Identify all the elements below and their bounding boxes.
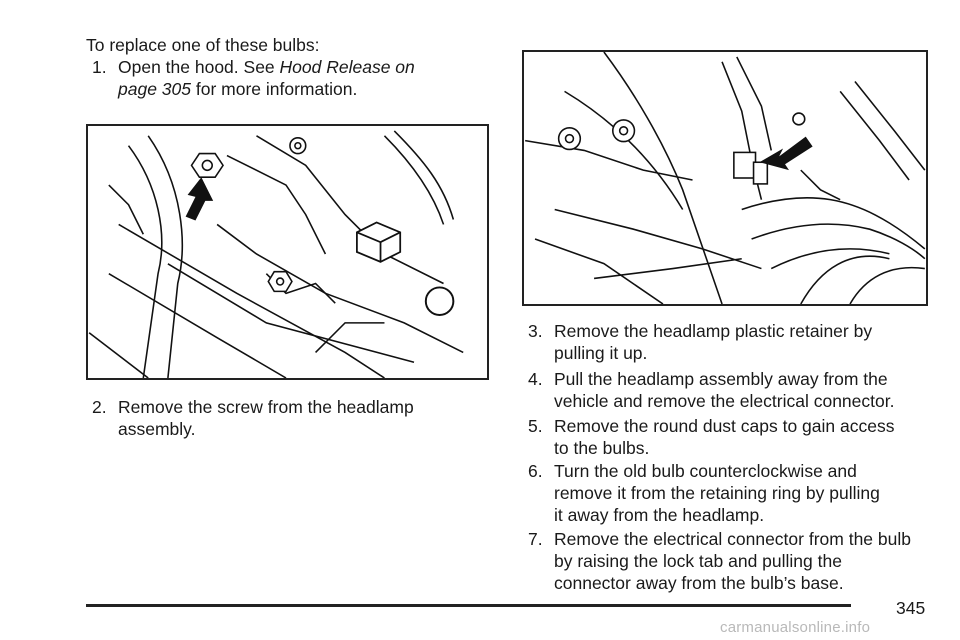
figure-headlamp-screw <box>86 124 489 380</box>
step-5-text <box>554 415 894 459</box>
step-6-text <box>554 460 880 526</box>
step-1-text <box>118 56 415 100</box>
page-number: 345 <box>896 598 926 618</box>
step-4-number: 4. <box>528 369 543 389</box>
step-7-line-3: connector away from the bulb’s base. <box>554 573 844 593</box>
intro-text: To replace one of these bulbs: <box>86 35 320 55</box>
step-2-text <box>118 396 414 440</box>
hood-release-link[interactable]: Hood Release on <box>279 57 415 77</box>
step-5-number: 5. <box>528 416 543 436</box>
up-arrow-icon <box>186 177 214 220</box>
step-6-line-1: Turn the old bulb counterclockwise and <box>554 461 857 481</box>
step-2-number: 2. <box>92 397 107 417</box>
step-7-line-2: by raising the lock tab and pulling the <box>554 551 842 571</box>
step-6-number: 6. <box>528 461 543 481</box>
step-1-line-2-tail: for more information. <box>191 79 358 99</box>
step-3-text <box>554 320 872 364</box>
step-2-line-2: assembly. <box>118 419 196 439</box>
watermark: carmanualsonline.info <box>720 619 871 636</box>
headlamp-screw-illustration <box>88 126 487 378</box>
step-2-line-1: Remove the screw from the headlamp <box>118 397 414 417</box>
step-3-number: 3. <box>528 321 543 341</box>
step-5-line-2: to the bulbs. <box>554 438 650 458</box>
figure-headlamp-retainer <box>522 50 928 306</box>
step-5-line-1: Remove the round dust caps to gain access <box>554 416 895 436</box>
step-7-number: 7. <box>528 529 543 549</box>
footer-rule <box>86 604 851 607</box>
step-6-line-3: it away from the headlamp. <box>554 505 765 525</box>
step-6-line-2: remove it from the retaining ring by pulling <box>554 483 880 503</box>
hood-release-page-link[interactable]: page 305 <box>118 79 191 99</box>
step-3-line-2: pulling it up. <box>554 343 648 363</box>
step-7-text <box>554 528 911 594</box>
step-4-text <box>554 368 894 412</box>
step-1-line-1: Open the hood. See <box>118 57 280 77</box>
step-1-number: 1. <box>92 57 107 77</box>
step-4-line-2: vehicle and remove the electrical connector. <box>554 391 895 411</box>
headlamp-retainer-illustration <box>524 52 926 304</box>
step-4-line-1: Pull the headlamp assembly away from the <box>554 369 888 389</box>
step-3-line-1: Remove the headlamp plastic retainer by <box>554 321 873 341</box>
step-7-line-1: Remove the electrical connector from the bulb <box>554 529 911 549</box>
